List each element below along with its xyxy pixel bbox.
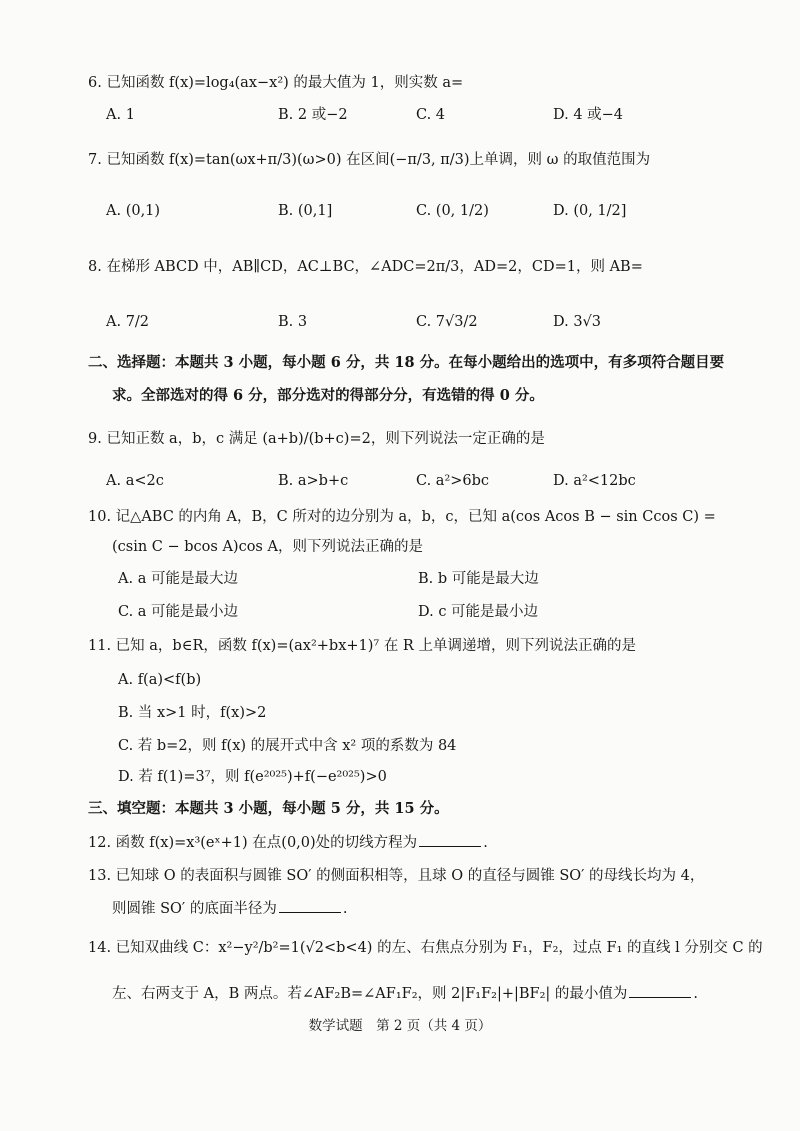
answer-blank-12[interactable] bbox=[419, 832, 481, 847]
question-6-option-a: A. 1 bbox=[106, 107, 135, 123]
question-10-option-a: A. a 可能是最大边 bbox=[118, 571, 238, 587]
question-7-stem: 7. 已知函数 f(x)=tan(ωx+π/3)(ω>0) 在区间(−π/3, π/3)上单调，则 ω 的取值范围为 bbox=[88, 152, 651, 168]
question-13-stem-line2: 则圆锥 SO′ 的底面半径为 bbox=[112, 901, 277, 917]
question-8-option-a: A. 7/2 bbox=[106, 314, 150, 330]
question-11-option-c: C. 若 b=2，则 f(x) 的展开式中含 x² 项的系数为 84 bbox=[118, 738, 457, 754]
question-13-stem-line1: 13. 已知球 O 的表面积与圆锥 SO′ 的侧面积相等，且球 O 的直径与圆锥 SO′ 的母线长均为 4， bbox=[88, 868, 705, 884]
question-7-option-b: B. (0,1] bbox=[278, 203, 333, 219]
question-8-option-d: D. 3√3 bbox=[553, 314, 602, 330]
question-9-option-b: B. a>b+c bbox=[278, 473, 349, 489]
answer-blank-14[interactable] bbox=[629, 983, 691, 998]
question-7-option-c: C. (0, 1/2) bbox=[416, 203, 489, 219]
question-6-option-c: C. 4 bbox=[416, 107, 446, 123]
question-11-stem: 11. 已知 a，b∈R，函数 f(x)=(ax²+bx+1)⁷ 在 R 上单调递增，则下列说法正确的是 bbox=[88, 638, 636, 654]
question-10-option-b: B. b 可能是最大边 bbox=[418, 571, 539, 587]
question-7-option-a: A. (0,1) bbox=[106, 203, 161, 219]
question-6-option-d: D. 4 或−4 bbox=[553, 107, 624, 123]
question-14-end: . bbox=[693, 986, 699, 1002]
section-2-heading: 二、选择题：本题共 3 小题，每小题 6 分，共 18 分。在每小题给出的选项中，有多项符合题目要 bbox=[88, 354, 725, 371]
question-10-stem-line1: 10. 记△ABC 的内角 A，B，C 所对的边分别为 a，b，c，已知 a(cos Acos B − sin Ccos C) = bbox=[88, 509, 716, 525]
question-8-option-b: B. 3 bbox=[278, 314, 308, 330]
question-12-end: . bbox=[483, 835, 488, 851]
question-8-stem: 8. 在梯形 ABCD 中，AB∥CD，AC⊥BC，∠ADC=2π/3，AD=2，CD=1，则 AB= bbox=[88, 259, 643, 275]
question-8-option-c: C. 7√3/2 bbox=[416, 314, 478, 330]
section-2-note: 求。全部选对的得 6 分，部分选对的得部分分，有选错的得 0 分。 bbox=[112, 387, 544, 404]
question-12 bbox=[88, 832, 488, 853]
question-13-end: . bbox=[342, 901, 348, 917]
question-14-line2 bbox=[112, 983, 698, 1004]
question-14-stem-line2: 左、右两支于 A，B 两点。若∠AF₂B=∠AF₁F₂，则 2|F₁F₂|+|BF₂| 的最小值为 bbox=[112, 986, 628, 1002]
question-9-stem: 9. 已知正数 a，b，c 满足 (a+b)/(b+c)=2，则下列说法一定正确的是 bbox=[88, 431, 545, 447]
question-13-line2 bbox=[112, 898, 347, 919]
question-14-stem-line1: 14. 已知双曲线 C：x²−y²/b²=1(√2<b<4) 的左、右焦点分别为 F₁，F₂，过点 F₁ 的直线 l 分别交 C 的 bbox=[88, 940, 763, 956]
question-10-option-c: C. a 可能是最小边 bbox=[118, 604, 239, 620]
question-6-option-b: B. 2 或−2 bbox=[278, 107, 348, 123]
question-12-stem: 12. 函数 f(x)=x³(eˣ+1) 在点(0,0)处的切线方程为 bbox=[88, 835, 418, 851]
question-10-stem-line2: (csin C − bcos A)cos A，则下列说法正确的是 bbox=[112, 539, 423, 555]
page-footer: 数学试题 第 2 页（共 4 页） bbox=[308, 1018, 492, 1034]
question-7-option-d: D. (0, 1/2] bbox=[553, 203, 627, 219]
question-6-stem: 6. 已知函数 f(x)=log₄(ax−x²) 的最大值为 1，则实数 a= bbox=[88, 75, 464, 91]
question-9-option-d: D. a²<12bc bbox=[553, 473, 636, 489]
question-11-option-a: A. f(a)<f(b) bbox=[118, 672, 202, 688]
answer-blank-13[interactable] bbox=[279, 898, 341, 913]
question-11-option-d: D. 若 f(1)=3⁷，则 f(e²⁰²⁵)+f(−e²⁰²⁵)>0 bbox=[118, 769, 387, 785]
question-11-option-b: B. 当 x>1 时，f(x)>2 bbox=[118, 705, 267, 721]
section-3-heading: 三、填空题：本题共 3 小题，每小题 5 分，共 15 分。 bbox=[88, 800, 449, 817]
question-9-option-a: A. a<2c bbox=[106, 473, 164, 489]
question-9-option-c: C. a²>6bc bbox=[416, 473, 490, 489]
question-10-option-d: D. c 可能是最小边 bbox=[418, 604, 539, 620]
